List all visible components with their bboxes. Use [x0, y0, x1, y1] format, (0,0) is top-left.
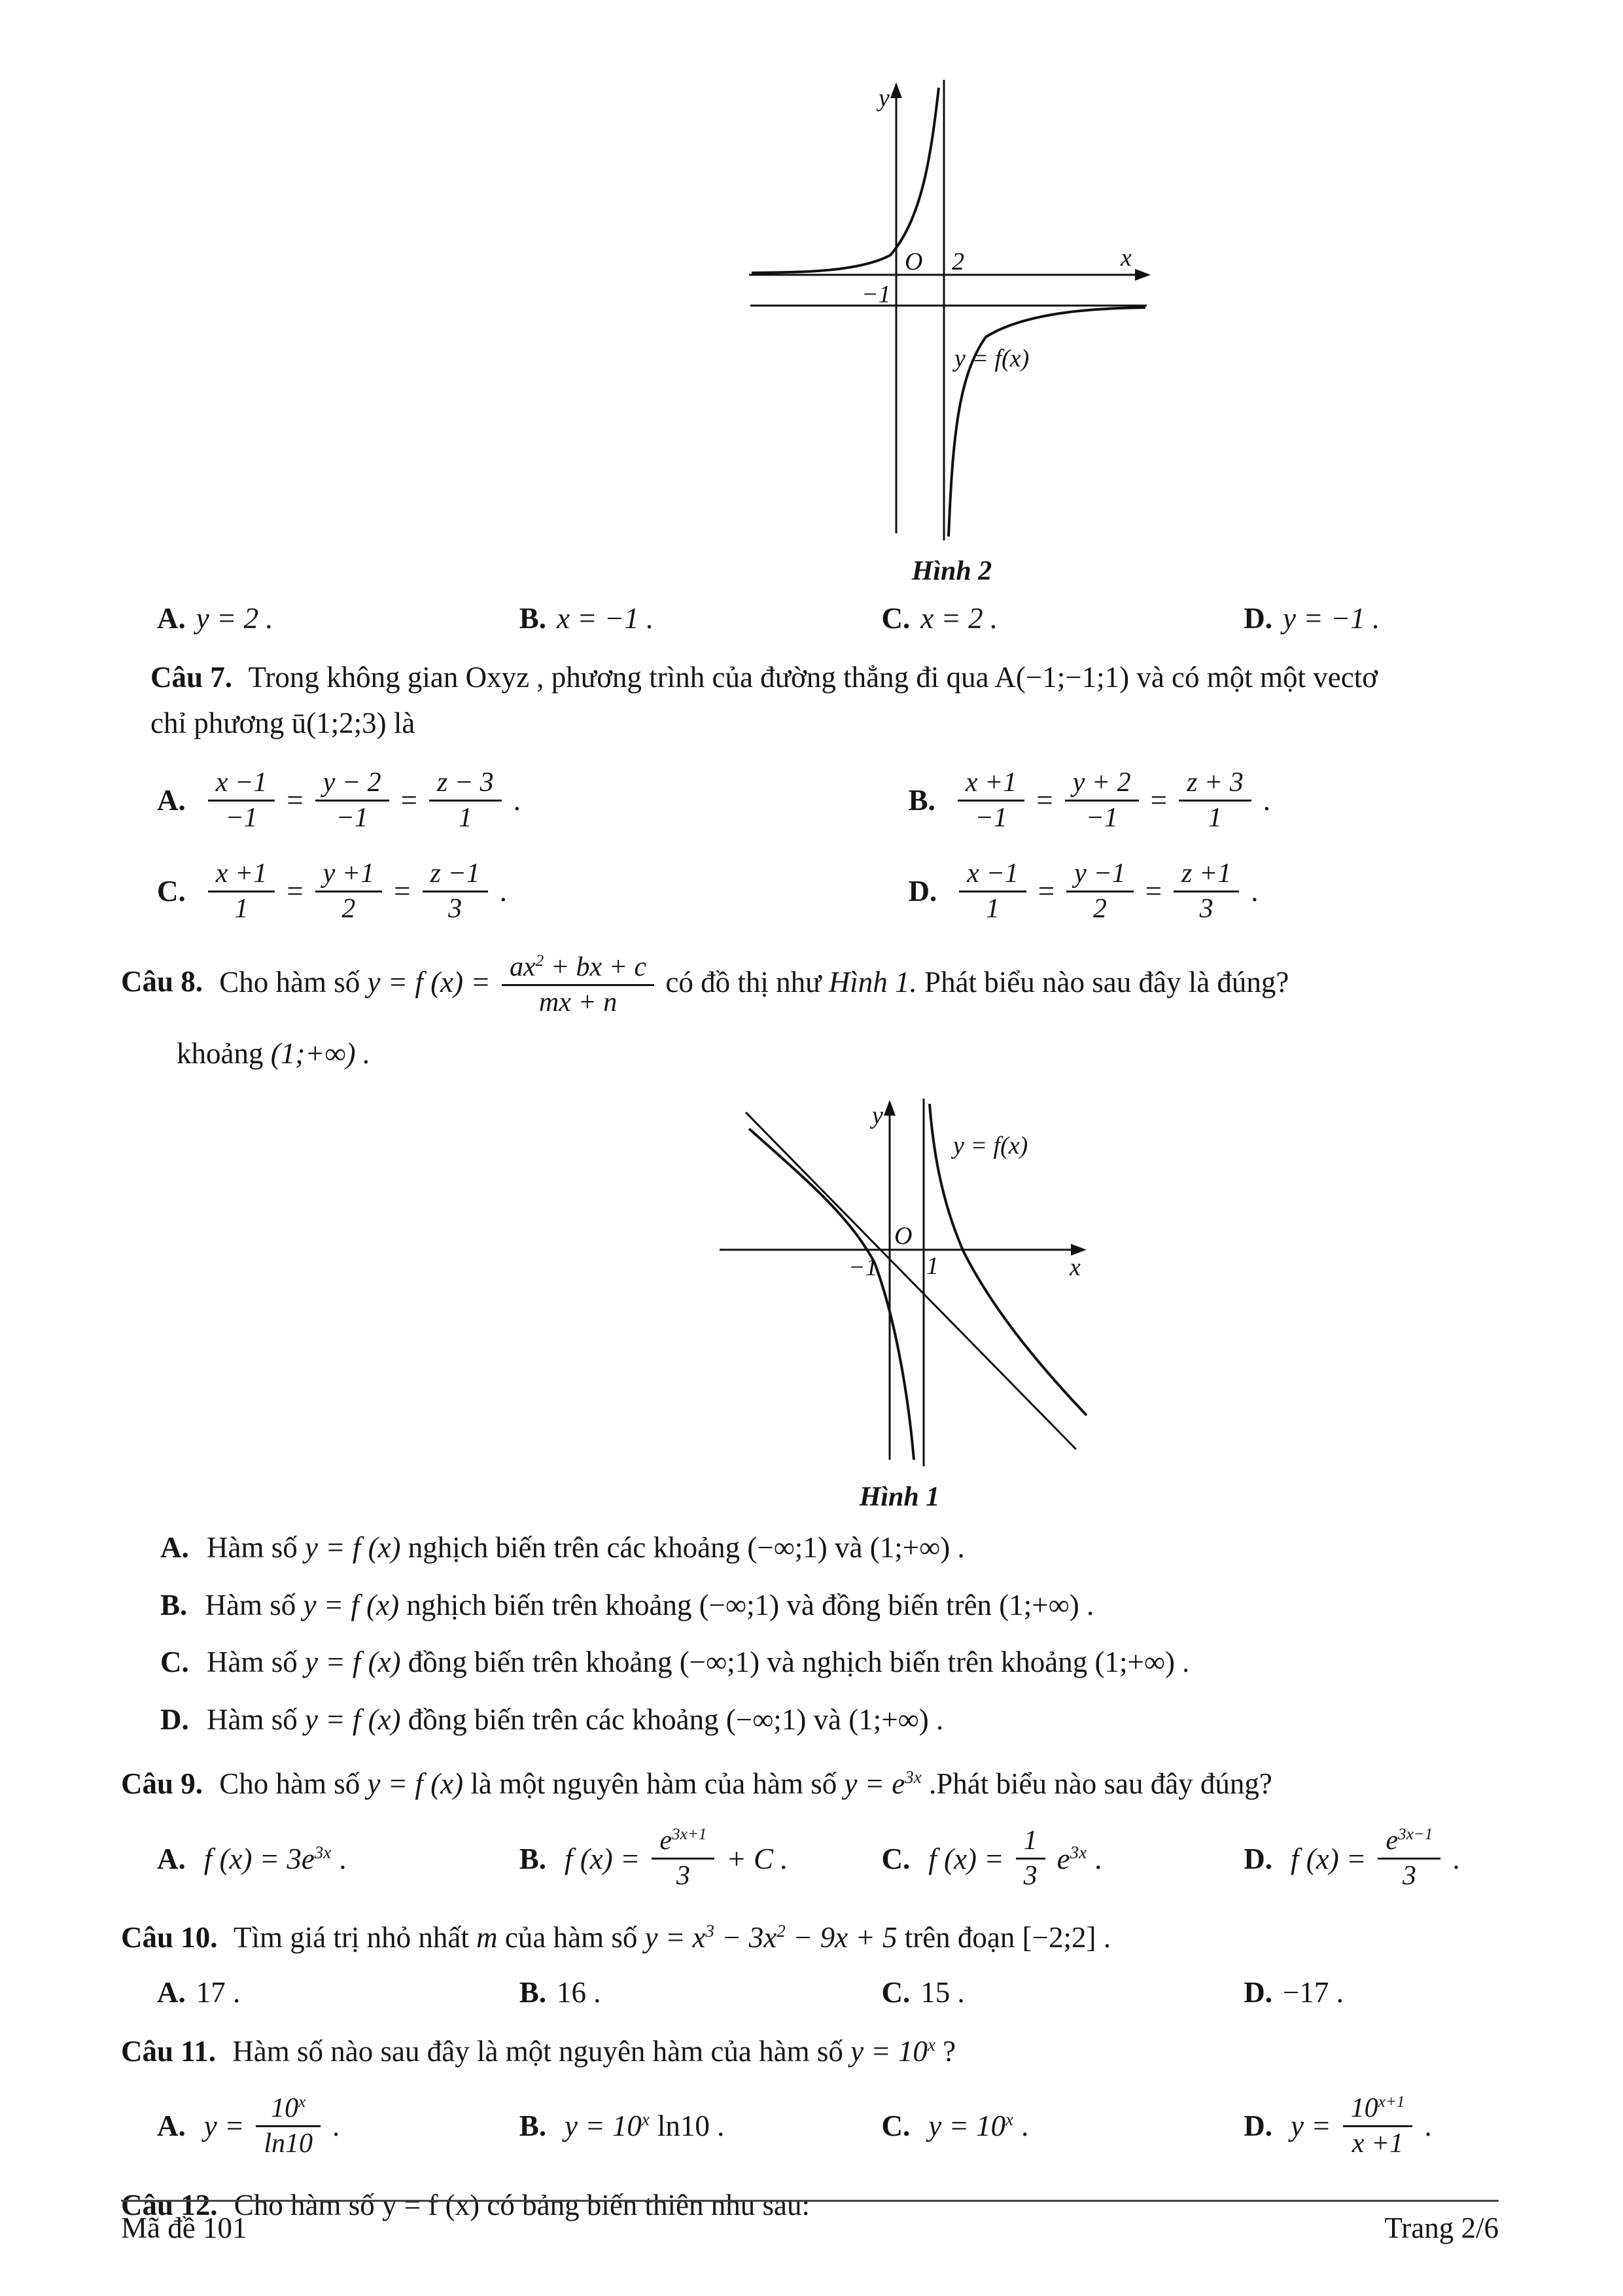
- y-axis-label: y: [872, 1102, 883, 1130]
- exponential-expression: $y = 10^x$: [850, 2035, 935, 2068]
- y-axis-arrow-icon: [890, 82, 902, 98]
- question-11: [121, 2029, 1499, 2075]
- curve-lower-branch: [949, 308, 1145, 537]
- option-text: ln10 .: [657, 2110, 725, 2143]
- period: .: [1263, 784, 1270, 817]
- option-d: [1244, 601, 1499, 635]
- question-text: Cho hàm số: [219, 965, 360, 998]
- period: .: [1424, 2110, 1432, 2143]
- option-text: đồng biến trên khoảng (−∞;1) và nghịch biến trên khoảng (1;+∞) .: [408, 1646, 1190, 1679]
- function-notation: y = f (x) =: [367, 965, 491, 998]
- question-text: chỉ phương ū(1;2;3) là: [150, 706, 415, 739]
- tick-minus1-label: −1: [848, 1254, 878, 1282]
- period: .: [1452, 1842, 1460, 1875]
- fraction: $\frac{10^{x+1}}{x +1}$: [1343, 2092, 1413, 2161]
- option-c: [882, 2109, 1244, 2143]
- fraction: $\frac{x -1}{1}$: [959, 857, 1026, 926]
- option-letter: C.: [881, 1842, 911, 1875]
- tick-minus1-label: −1: [862, 281, 891, 308]
- exponential-expression: $y = e^{3x}$: [844, 1767, 922, 1801]
- question-text: Tìm giá trị nhỏ nhất: [233, 1921, 469, 1954]
- equals-sign: =: [1150, 784, 1168, 817]
- fraction: $\frac{e^{3x+1}}{3}$: [652, 1824, 714, 1893]
- option-a: [157, 2089, 519, 2163]
- option-letter: D.: [908, 875, 937, 908]
- option-text: Hàm số: [207, 1703, 298, 1736]
- question-10: [121, 1915, 1499, 1961]
- option-letter: C.: [881, 2110, 911, 2143]
- exponential-expression: $e^{3x}$: [1056, 1842, 1087, 1875]
- question-text: khoảng: [177, 1036, 264, 1070]
- curve-equation-label: y = f(x): [953, 1132, 1028, 1160]
- question-6-answers: [121, 601, 1499, 635]
- question-text: trên đoạn [−2;2] .: [904, 1921, 1111, 1954]
- figure-reference: Hình 1.: [828, 965, 917, 998]
- question-label: Câu 8.: [121, 965, 203, 998]
- option-c: [882, 601, 1244, 635]
- option-c: [882, 1975, 1244, 2009]
- fraction: $\frac{y +1}{2}$: [315, 857, 382, 926]
- question-text: có đồ thị như: [665, 965, 822, 998]
- question-label: Câu 11.: [121, 2035, 217, 2068]
- period: .: [513, 784, 521, 817]
- option-letter: B.: [519, 1842, 547, 1875]
- fraction: $\frac{10^x}{\ln 10}$: [256, 2092, 321, 2161]
- option-letter: A.: [157, 2110, 186, 2143]
- fraction: $\frac{x +1}{1}$: [208, 857, 275, 926]
- option-letter: D.: [160, 1703, 189, 1736]
- option-text: x = 2 .: [920, 602, 998, 635]
- question-label: Câu 12.: [121, 2188, 218, 2221]
- option-letter: A.: [157, 602, 186, 635]
- question-9-answers: [121, 1822, 1499, 1896]
- equals-sign: =: [287, 875, 304, 908]
- option-a: [157, 764, 909, 838]
- period: .: [1094, 1842, 1102, 1875]
- equals-sign: =: [1038, 875, 1055, 908]
- fraction: $\frac{z +1}{3}$: [1174, 857, 1239, 926]
- x-axis-label: x: [1070, 1254, 1081, 1282]
- option-text: nghịch biến trên các khoảng (−∞;1) và (1;+∞) .: [408, 1531, 965, 1564]
- option-d: [909, 855, 1499, 928]
- page-number: Trang 2/6: [1384, 2212, 1499, 2244]
- question-8-option-b: [121, 1583, 1499, 1628]
- option-letter: D.: [1244, 602, 1273, 635]
- option-d: [1244, 1822, 1499, 1896]
- fraction: $\frac{z + 3}{1}$: [1179, 766, 1251, 835]
- question-text: ?: [943, 2035, 956, 2068]
- fraction: $\frac{z -1}{3}$: [423, 857, 488, 926]
- question-8: [121, 948, 1499, 1022]
- equals-sign: =: [1036, 784, 1053, 817]
- fraction: $\frac{y -1}{2}$: [1066, 857, 1133, 926]
- option-letter: A.: [157, 1976, 186, 2009]
- option-text: đồng biến trên các khoảng (−∞;1) và (1;+∞) .: [408, 1703, 944, 1736]
- question-8-option-a: [121, 1526, 1499, 1570]
- question-9: [121, 1761, 1499, 1807]
- option-d: [1244, 2089, 1499, 2163]
- option-text: 16 .: [557, 1976, 601, 2009]
- figure-hinh-1-caption: Hình 1: [859, 1482, 940, 1513]
- page-footer: [121, 2200, 1499, 2245]
- x-axis-label: x: [1121, 244, 1132, 272]
- option-text: −17 .: [1283, 1976, 1344, 2009]
- option-c: [882, 1822, 1244, 1896]
- option-text: y = 2 .: [196, 602, 273, 635]
- option-text: Hàm số: [205, 1588, 296, 1621]
- expression: + C .: [726, 1842, 788, 1875]
- y-axis-arrow-icon: [884, 1100, 896, 1116]
- expression: f (x) =: [1291, 1842, 1367, 1875]
- question-7-answers-row1: [121, 764, 1499, 838]
- period: .: [339, 1842, 347, 1875]
- option-letter: A.: [160, 1531, 189, 1564]
- option-letter: B.: [160, 1588, 188, 1621]
- expression: f (x) =: [565, 1842, 640, 1875]
- option-b: [909, 764, 1499, 838]
- polynomial-expression: $y = x^3 - 3x^2 - 9x + 5$: [644, 1921, 898, 1954]
- option-text: 17 .: [196, 1976, 241, 2009]
- tick-2-label: 2: [952, 248, 964, 275]
- figure-hinh-2: [736, 79, 1168, 587]
- expression: f (x) =: [928, 1842, 1004, 1875]
- question-7-line1: [150, 655, 1499, 701]
- expression: f $(x) = 3e^{3x}$: [203, 1842, 332, 1875]
- question-text: .Phát biểu nào sau đây đúng?: [929, 1767, 1272, 1801]
- question-11-answers: [121, 2089, 1499, 2163]
- expression: $y = 10^x$: [928, 2110, 1014, 2143]
- option-text: Hàm số: [207, 1531, 298, 1564]
- option-letter: D.: [1244, 2110, 1273, 2143]
- period: .: [1021, 2110, 1029, 2143]
- hinh-1-graph: [697, 1096, 1102, 1470]
- option-text: y = −1 .: [1283, 602, 1380, 635]
- function-notation: y = f (x): [367, 1767, 464, 1801]
- curve-equation-label: y = f(x): [954, 345, 1030, 372]
- x-axis-arrow-icon: [1135, 269, 1151, 281]
- expression: y =: [203, 2110, 245, 2143]
- option-c: [157, 855, 909, 928]
- question-8-option-c: [121, 1640, 1499, 1685]
- option-letter: B.: [519, 2110, 547, 2143]
- option-b: [519, 2109, 882, 2143]
- option-letter: A.: [157, 1842, 186, 1875]
- variable-m: m: [476, 1921, 498, 1954]
- option-letter: A.: [157, 784, 186, 817]
- question-text: Trong không gian Oxyz , phương trình của đường thẳng đi qua A(−1;−1;1) và có một một vectơ: [248, 661, 1378, 694]
- option-letter: D.: [1244, 1976, 1273, 2009]
- question-text: Cho hàm số: [219, 1767, 360, 1801]
- fraction: $\frac{y + 2}{-1}$: [1065, 766, 1139, 835]
- option-letter: B.: [519, 602, 547, 635]
- option-text: 15 .: [920, 1976, 965, 2009]
- question-7-answers-row2: [121, 855, 1499, 928]
- fraction: $\frac{e^{3x-1}}{3}$: [1378, 1824, 1440, 1893]
- option-letter: B.: [908, 784, 935, 817]
- fraction: $\frac{1}{3}$: [1016, 1824, 1045, 1893]
- question-7: [121, 655, 1499, 747]
- question-label: Câu 9.: [121, 1767, 203, 1801]
- option-a: [157, 601, 519, 635]
- equals-sign: =: [394, 875, 411, 908]
- question-label: Câu 7.: [150, 661, 233, 694]
- figure-hinh-1: [697, 1096, 1102, 1513]
- tick-1-label: 1: [926, 1252, 939, 1280]
- period: .: [332, 2110, 340, 2143]
- question-text: là một nguyên hàm của hàm số: [470, 1767, 837, 1801]
- question-text: Cho hàm số y = f (x) có bảng biến thiên nhu sau:: [234, 2188, 811, 2221]
- option-text: Hàm số: [207, 1646, 298, 1679]
- option-text: nghịch biến trên khoảng (−∞;1) và đồng biến trên (1;+∞) .: [406, 1588, 1094, 1621]
- equals-sign: =: [400, 784, 417, 817]
- function-notation: y = f (x): [303, 1588, 400, 1621]
- question-text: của hàm số: [504, 1921, 638, 1954]
- fraction: $\frac{ax^2 + bx + c}{mx + n}$: [502, 951, 654, 1019]
- fraction: $\frac{x +1}{-1}$: [958, 766, 1024, 835]
- option-a: [157, 1842, 519, 1876]
- oblique-asymptote: [746, 1112, 1076, 1449]
- exam-code: Mã đề 101: [121, 2212, 247, 2244]
- fraction: $\frac{x -1}{-1}$: [208, 766, 275, 835]
- period: .: [499, 875, 507, 908]
- origin-label: O: [905, 248, 923, 275]
- option-d: [1244, 1975, 1499, 2009]
- option-letter: D.: [1244, 1842, 1273, 1875]
- function-notation: y = f (x): [305, 1703, 401, 1736]
- expression: y =: [1291, 2110, 1331, 2143]
- fraction: $\frac{z - 3}{1}$: [429, 766, 502, 835]
- question-label: Câu 10.: [121, 1921, 218, 1954]
- expression: $y = 10^x$: [565, 2110, 650, 2143]
- hinh-2-graph: [736, 79, 1168, 544]
- equals-sign: =: [287, 784, 304, 817]
- curve-upper-branch: [752, 88, 939, 273]
- question-text: Phát biểu nào sau đây là đúng?: [924, 965, 1289, 998]
- option-letter: B.: [519, 1976, 547, 2009]
- question-7-line2: [150, 701, 1499, 747]
- option-letter: C.: [157, 875, 186, 908]
- question-8-option-d: [121, 1698, 1499, 1742]
- period: .: [1251, 875, 1259, 908]
- y-axis-label: y: [879, 84, 890, 112]
- option-letter: C.: [881, 1976, 911, 2009]
- option-letter: C.: [160, 1646, 189, 1679]
- option-b: [519, 1822, 882, 1896]
- fraction: $\frac{y - 2}{-1}$: [315, 766, 389, 835]
- option-text: x = −1 .: [557, 602, 654, 635]
- interval-notation: (1;+∞) .: [270, 1036, 371, 1070]
- question-10-answers: [121, 1975, 1499, 2009]
- option-letter: C.: [881, 602, 911, 635]
- option-b: [519, 601, 882, 635]
- option-b: [519, 1975, 882, 2009]
- origin-label: O: [894, 1222, 913, 1250]
- function-notation: y = f (x): [305, 1646, 401, 1679]
- question-text: Hàm số nào sau đây là một nguyên hàm của hàm số: [232, 2035, 843, 2068]
- option-a: [157, 1975, 519, 2009]
- function-notation: y = f (x): [305, 1531, 401, 1564]
- figure-hinh-2-caption: Hình 2: [911, 556, 992, 586]
- equals-sign: =: [1145, 875, 1162, 908]
- question-8-continuation: [121, 1031, 1499, 1077]
